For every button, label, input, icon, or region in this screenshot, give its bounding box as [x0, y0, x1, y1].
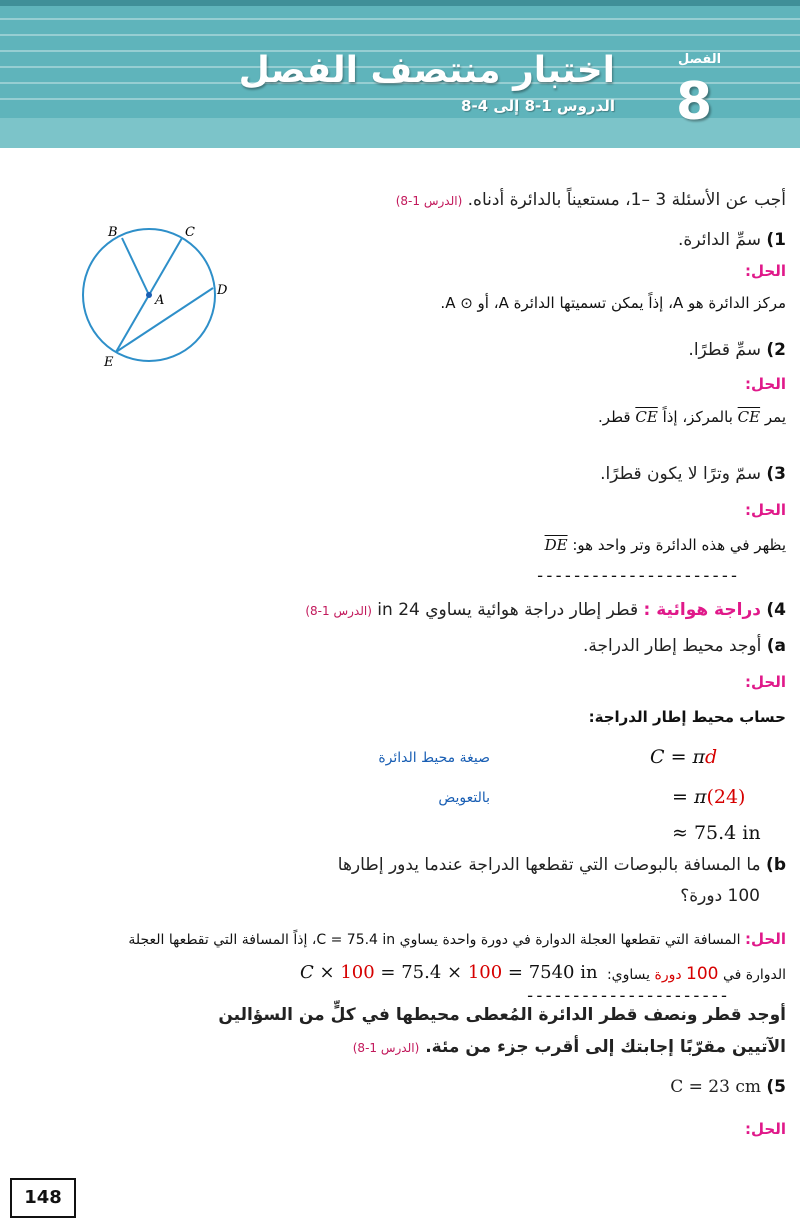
answer-text: بالمركز، إذاً	[662, 408, 733, 426]
point-label-d: D	[217, 283, 228, 298]
question-number: 3)	[766, 464, 786, 484]
point-label-a: A	[155, 293, 165, 308]
answer-text: يمر	[764, 408, 786, 426]
solution-label: الحل:	[745, 1120, 786, 1138]
question-text: سمِّ الدائرة.	[678, 230, 761, 250]
answer-text: مركز الدائرة هو A، إذاً يمكن تسميتها الدائرة A، أو ⊙ A.	[440, 294, 786, 312]
question-number: 4)	[766, 600, 786, 620]
step-label: صيغة محيط الدائرة	[378, 750, 490, 766]
part-text: أوجد محيط إطار الدراجة.	[582, 636, 762, 656]
answer-text: الدوارة في	[722, 967, 786, 983]
chapter-number: 8	[676, 72, 713, 132]
part-a	[583, 636, 786, 656]
feature-label: دراجة هوائية :	[643, 600, 761, 620]
point-label-b: B	[108, 225, 118, 240]
solution-label: الحل:	[745, 375, 786, 393]
question-5	[670, 1077, 786, 1097]
question-text: سمِّ قطرًا.	[688, 340, 761, 360]
answer-text: دورة	[654, 967, 682, 983]
equation-step-2	[672, 786, 745, 808]
question-number: (5	[766, 1077, 786, 1097]
question-4	[305, 600, 786, 620]
question-text: قطر إطار دراجة هوائية يساوي 24 in	[377, 600, 639, 620]
calc-title: حساب محيط إطار الدراجة:	[588, 708, 786, 726]
answer-text: يساوي:	[606, 967, 651, 983]
solution-label: الحل:	[745, 930, 786, 948]
equation-text: C = π	[650, 746, 706, 768]
equation-text: = 7540 in	[502, 962, 598, 983]
answer-text: المسافة التي تقطعها العجلة الدوارة في دورة واحدة يساوي C = 75.4 in، إذاً المسافة التي تقطعها العجلة	[128, 932, 741, 948]
part-text: 100 دورة؟	[680, 886, 760, 906]
question-number: 1)	[766, 230, 786, 250]
answer-text: يظهر في هذه الدائرة وتر واحد هو:	[572, 536, 786, 554]
segment-label: CE	[635, 408, 658, 426]
segment-label: DE	[544, 536, 568, 554]
question-text: C = 23 cm	[670, 1077, 761, 1097]
equation-step-3: ≈ 75.4 in	[672, 822, 761, 844]
equation-text: = π	[672, 786, 707, 808]
equation-text: = 75.4 ×	[374, 962, 468, 983]
intro-text: الآتيين مقرّبًا إجابتك إلى أقرب جزء من مئة.	[425, 1037, 786, 1057]
part-text: ما المسافة بالبوصات التي تقطعها الدراجة عندما يدور إطارها	[337, 855, 761, 875]
segment-label: CE	[737, 408, 761, 426]
answer-number: 100	[686, 964, 719, 984]
intro-line	[396, 190, 786, 210]
chapter-label: الفصل	[678, 52, 722, 67]
equation-variable: d	[705, 746, 718, 768]
part-label: b)	[766, 855, 786, 875]
question-text: سمّ وترًا لا يكون قطرًا.	[600, 464, 761, 484]
intro-text: أجب عن الأسئلة 3 –1، مستعيناً بالدائرة أدناه.	[467, 190, 786, 210]
answer-line	[545, 536, 786, 554]
page-number: 148	[10, 1178, 76, 1218]
question-2	[688, 340, 786, 360]
part-b	[338, 855, 786, 875]
lessons-subtitle: الدروس 1-8 إلى 4-8	[461, 97, 615, 115]
separator: ----------------------	[525, 986, 729, 1006]
question-number: 2)	[766, 340, 786, 360]
chord-de	[116, 288, 213, 352]
q5-intro-line-2	[353, 1037, 786, 1057]
lesson-ref: (الدرس 1-8)	[395, 194, 463, 208]
answer-line	[128, 930, 786, 948]
banner-stripe	[0, 18, 800, 20]
equation-step-1	[650, 746, 717, 768]
part-label: a)	[766, 636, 786, 656]
equation-value: 100	[340, 962, 375, 983]
step-label: بالتعويض	[438, 790, 490, 806]
answer-line	[598, 408, 786, 426]
solution-label: الحل:	[745, 673, 786, 691]
banner-stripe	[0, 34, 800, 36]
equation-value: (24)	[706, 786, 746, 808]
chapter-banner	[0, 0, 800, 148]
equation-text: C ×	[300, 962, 341, 983]
equation-value: 100	[467, 962, 503, 983]
question-3	[600, 464, 786, 484]
q5-intro-line-1: أوجد قطر ونصف قطر الدائرة المُعطى محيطها في كلٍّ من السؤالين	[218, 1005, 786, 1025]
radius-ab	[122, 238, 149, 295]
solution-label: الحل:	[745, 501, 786, 519]
distance-equation	[300, 962, 598, 983]
separator: ----------------------	[535, 566, 739, 586]
answer-line	[607, 964, 786, 984]
page-title: اختبار منتصف الفصل	[238, 50, 615, 91]
lesson-ref: (الدرس 1-8)	[305, 604, 372, 618]
solution-label: الحل:	[745, 262, 786, 280]
lesson-ref: (الدرس 1-8)	[352, 1041, 420, 1055]
question-1	[678, 230, 786, 250]
circle-figure	[70, 220, 240, 400]
point-label-e: E	[104, 355, 114, 370]
banner-top-band	[0, 0, 800, 6]
point-label-c: C	[185, 225, 195, 240]
center-point	[146, 292, 152, 298]
answer-text: قطر.	[598, 408, 631, 426]
